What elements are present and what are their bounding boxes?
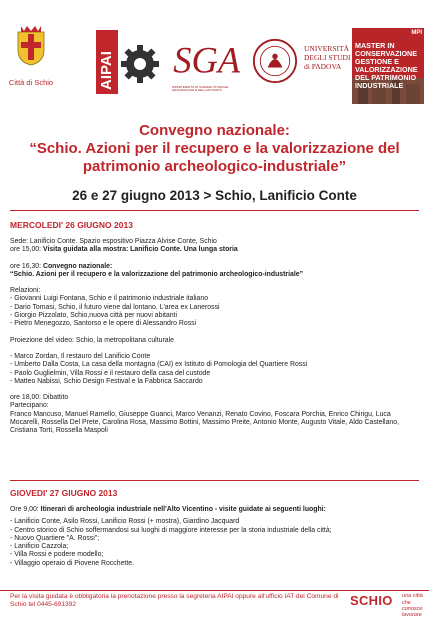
aipai-logo bbox=[96, 30, 162, 94]
intervento-item: - Umberto Dalla Costa, La casa della montagna (CAI) ex Istituto di Pomologia del Quartiere Rossi bbox=[10, 361, 308, 369]
unipd-name: UNIVERSITÀ DEGLI STUDI di PADOVA bbox=[304, 44, 351, 71]
master-text: MASTER IN CONSERVAZIONE GESTIONE E VALORIZZAZIONE DEL PATRIMONIO INDUSTRIALE bbox=[355, 41, 418, 90]
convegno-label: Convegno nazionale: bbox=[139, 122, 290, 139]
footer-note: Per la visita guidata è obbligatoria la prenotazione presso la segreteria AIPAI oppure all'ufficio IAT del Comune di Schio tel 0445-691392 bbox=[10, 593, 339, 608]
day1-conv-title: “Schio. Azioni per il recupero e la valorizzazione del patrimonio archeologico-industriale” bbox=[10, 270, 304, 278]
day2-heading: GIOVEDI' 27 GIUGNO 2013 bbox=[10, 488, 118, 498]
convegno-title: “Schio. Azioni per il recupero e la valorizzazione del patrimonio archeologico-industriale” bbox=[29, 140, 400, 175]
aipai-gear-icon bbox=[96, 30, 162, 94]
brand-word: SCHIO bbox=[350, 593, 393, 608]
intervento-item: - Marco Zordan, Il restauro del Lanificio Conte bbox=[10, 352, 151, 360]
day2-body bbox=[10, 506, 422, 568]
logos-strip bbox=[0, 0, 429, 110]
relazione-item: - Pietro Menegozzo, Santorso e le opere di Alessandro Rossi bbox=[10, 320, 197, 328]
sga-text: SGA bbox=[173, 39, 240, 81]
day1-conv: ore 16,30: Convegno nazionale: bbox=[10, 262, 113, 270]
partecipano-list: Franco Mancuso, Manuel Ramello, Giuseppe Guanci, Marco Venanzi, Renato Covino, Foscara Porchia, Enrico Chirigu, Luca Mocarelli, Rossella Del Prete, Carolina Rosa, Massimo Bottini, Massimo Preite, Antonio Monte, Augusto Vitale, Aldo Castellano, Cristiana Torti, Rossella Maspoli bbox=[10, 410, 399, 435]
title-block bbox=[0, 122, 429, 204]
relazione-item: - Giovanni Luigi Fontana, Schio e il patrimonio industriale italiano bbox=[10, 295, 209, 303]
aipai-text: AIPAI bbox=[98, 51, 115, 90]
brand-tag2: che conosce lavorare bbox=[402, 600, 423, 618]
master-logo bbox=[352, 28, 424, 104]
sga-mark-icon bbox=[170, 34, 240, 84]
luogo-item: - Centro storico di Schio soffermandosi sui luoghi di maggiore interesse per la storia industriale della città; bbox=[10, 526, 332, 534]
footer bbox=[0, 590, 429, 618]
partecipano-label: Partecipano: bbox=[10, 402, 49, 410]
unipd-seal-icon bbox=[252, 38, 298, 84]
intervento-item: - Paolo Guglielmin, Villa Rossi e il restauro della casa del custode bbox=[10, 369, 211, 377]
day1-sede: Sede: Lanificio Conte. Spazio espositivo Piazza Alvise Conte, Schio bbox=[10, 238, 217, 245]
luogo-item: - Lanificio Cazzola; bbox=[10, 543, 69, 551]
city-caption: Città di Schio bbox=[8, 78, 54, 87]
divider-top bbox=[10, 210, 419, 211]
dibattito-line: ore 18,00: Dibattito bbox=[10, 394, 69, 402]
unipd-logo bbox=[246, 38, 358, 86]
sga-logo bbox=[170, 34, 240, 96]
schio-crest-icon bbox=[16, 24, 46, 66]
brand-tag1: una città bbox=[402, 593, 423, 599]
relazione-item: - Dario Tomasi, Schio, il futuro viene dal lontano. L'area ex Lanerossi bbox=[10, 303, 220, 311]
citta-di-schio-logo bbox=[6, 14, 56, 96]
date-location: 26 e 27 giugno 2013 > Schio, Lanificio Conte bbox=[72, 188, 357, 203]
day1-body bbox=[10, 238, 422, 436]
intervento-item: - Matteo Nabissi, Schio Design Festival e la Fabbrica Saccardo bbox=[10, 377, 203, 385]
relazioni-label: Relazioni: bbox=[10, 287, 41, 295]
day1-visit: ore 15,00: Visita guidata alla mostra: Lanificio Conte. Una lunga storia bbox=[10, 246, 238, 254]
luogo-item: - Nuovo Quartiere "A. Rossi"; bbox=[10, 534, 100, 542]
video-line: Proiezione del video: Schio, la metropolitana culturale bbox=[10, 336, 174, 344]
day2-itinerari: Ore 9,00: Itinerari di archeologia industriale nell'Alto Vicentino - visite guidate ai seguenti luoghi: bbox=[10, 506, 326, 513]
relazione-item: - Giorgio Pizzolato, Schio,nuova città per nuovi abitanti bbox=[10, 312, 177, 320]
luogo-item: - Villaggio operaio di Piovene Rocchette. bbox=[10, 559, 134, 567]
day1-heading: MERCOLEDI' 26 GIUGNO 2013 bbox=[10, 220, 133, 230]
master-tag: MPI bbox=[411, 30, 422, 36]
luogo-item: - Villa Rossi e podere modello; bbox=[10, 551, 104, 559]
divider-mid bbox=[10, 480, 419, 481]
luogo-item: - Lanificio Conte, Asilo Rossi, Lanificio Rossi (+ mostra), Giardino Jacquard bbox=[10, 518, 240, 526]
schio-brand-logo bbox=[350, 591, 426, 618]
sga-subtitle: DIPARTIMENTO DI SCIENZE STORICHE GEOGRAFICHE E DELL'ANTICHITÀ bbox=[172, 85, 229, 92]
